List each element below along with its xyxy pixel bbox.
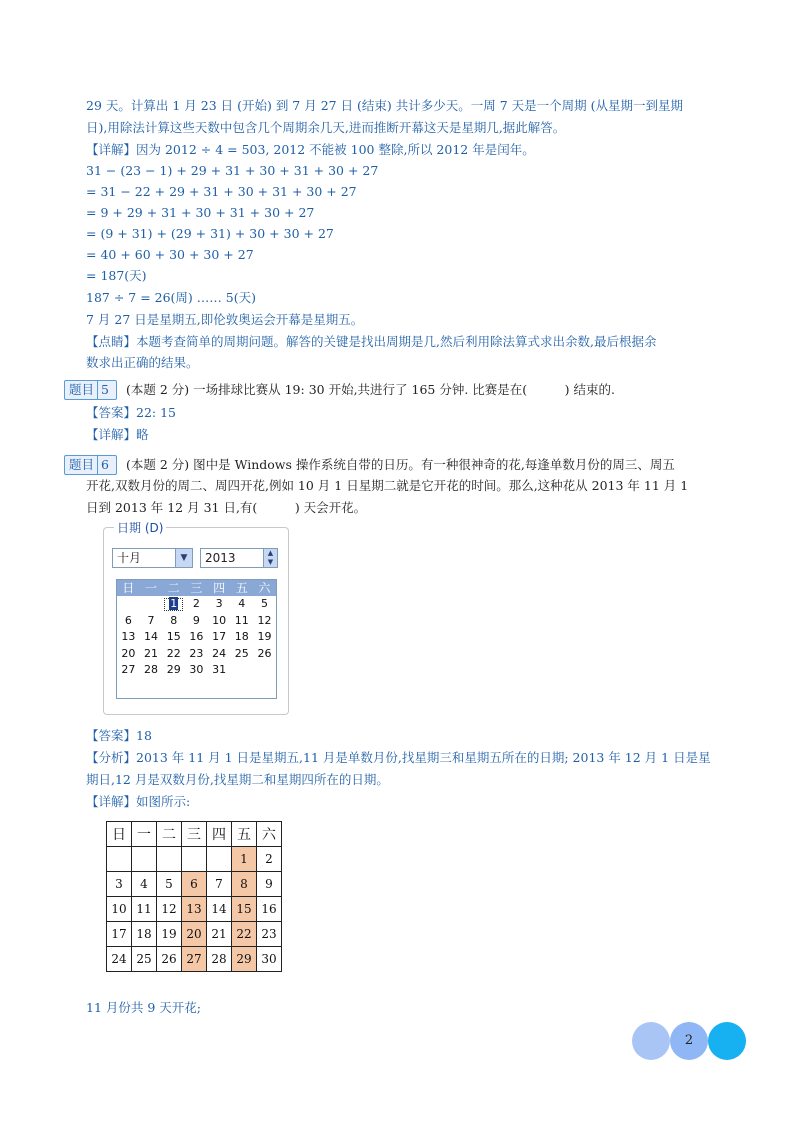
table-cell: 4 [132, 872, 157, 897]
weekday-header [117, 580, 276, 596]
table-cell: 11 [132, 897, 157, 922]
weekday-label: 六 [258, 581, 271, 595]
table-cell: 19 [157, 922, 182, 947]
calendar-day: 5 [260, 597, 268, 610]
calendar-week-row [117, 662, 276, 679]
table-cell: 24 [107, 947, 132, 972]
question-6-text-line-1: (本题 2 分) 图中是 Windows 操作系统自带的日历。有一种很神奇的花,每逢单数月份的周三、周五 [126, 457, 675, 472]
column-header: 一 [132, 822, 157, 847]
table-cell: 12 [157, 897, 182, 922]
calendar-day: 12 [257, 613, 272, 627]
page-circle-left [632, 1022, 670, 1060]
calendar-day [162, 596, 185, 613]
table-cell [182, 847, 207, 872]
question-5-detail: 【详解】略 [86, 427, 149, 442]
month-select [112, 548, 193, 568]
calendar-day: 10 [212, 613, 227, 627]
q4-line-13: 数求出正确的结果。 [86, 355, 199, 370]
question-badge-label: 题目 [69, 382, 95, 397]
table-cell [207, 847, 232, 872]
calendar-day: 28 [144, 663, 159, 676]
q4-line-2: 日),用除法计算这些天数中包含几个周期余几天,进而推断开幕这天是星期几,据此解答。 [86, 120, 566, 135]
q4-line-5: = 31 − 22 + 29 + 31 + 30 + 31 + 30 + 27 [86, 184, 357, 199]
calendar-day: 23 [189, 646, 204, 660]
question-5-text: (本题 2 分) 一场排球比赛从 19: 30 开始,共进行了 165 分钟. 比赛是在( ) 结束的. [126, 382, 615, 397]
calendar-day: 8 [170, 613, 178, 627]
table-header-row [107, 822, 282, 847]
column-header: 六 [257, 822, 282, 847]
calendar-day: 25 [234, 646, 249, 660]
november-summary: 11 月份共 9 天开花; [86, 1000, 201, 1015]
calendar-day [117, 596, 140, 613]
calendar-day: 19 [257, 630, 272, 643]
table-cell: 3 [107, 872, 132, 897]
date-group-legend: 日期 (D) [114, 519, 166, 536]
table-cell: 23 [257, 922, 282, 947]
table-cell: 21 [207, 922, 232, 947]
question-badge-number: 6 [97, 456, 112, 474]
question-badge-number: 5 [97, 381, 112, 399]
weekday-label: 五 [235, 581, 248, 595]
table-cell: 30 [257, 947, 282, 972]
calendar-day: 13 [121, 630, 136, 643]
table-row [107, 897, 282, 922]
table-cell: 13 [182, 897, 207, 922]
calendar-week-row [117, 613, 276, 630]
calendar-day: 20 [121, 646, 136, 660]
calendar-day [253, 662, 276, 679]
table-cell: 29 [232, 947, 257, 972]
table-cell [157, 847, 182, 872]
table-row [107, 947, 282, 972]
calendar-day: 27 [121, 663, 136, 676]
calendar-week-row [117, 646, 276, 663]
calendar-day: 24 [212, 646, 227, 660]
table-row [107, 847, 282, 872]
calendar-day [140, 596, 163, 613]
page-number-badge [632, 1021, 752, 1061]
table-cell: 1 [232, 847, 257, 872]
q4-line-6: = 9 + 29 + 31 + 30 + 31 + 30 + 27 [86, 205, 315, 220]
weekday-label: 二 [167, 581, 180, 595]
question-6-analysis-line-1: 【分析】2013 年 11 月 1 日是星期五,11 月是单数月份,找星期三和星期五所在的日期; 2013 年 12 月 1 日是星 [86, 750, 711, 765]
question-6-detail: 【详解】如图所示: [86, 794, 191, 809]
q4-line-7: = (9 + 31) + (29 + 31) + 30 + 30 + 27 [86, 226, 334, 241]
question-6-answer: 【答案】18 [86, 728, 152, 743]
calendar-day: 14 [144, 630, 159, 643]
q4-line-10: 187 ÷ 7 = 26(周) …… 5(天) [86, 290, 256, 305]
calendar-day: 31 [212, 663, 227, 676]
q4-line-8: = 40 + 60 + 30 + 30 + 27 [86, 247, 254, 262]
table-body [107, 847, 282, 972]
table-cell: 25 [132, 947, 157, 972]
year-spinner-value: 2013 [205, 551, 236, 565]
q4-line-9: = 187(天) [86, 268, 147, 283]
table-cell: 18 [132, 922, 157, 947]
table-cell: 26 [157, 947, 182, 972]
weekday-label: 一 [145, 581, 158, 595]
spinner-arrows-icon: ▲ ▼ [263, 549, 277, 567]
column-header: 四 [207, 822, 232, 847]
question-6-text-line-2: 开花,双数月份的周二、周四开花,例如 10 月 1 日星期二就是它开花的时间。那么,这种花从 2013 年 11 月 1 [86, 478, 689, 493]
calendar-day: 2 [192, 597, 200, 610]
calendar-day: 26 [257, 646, 272, 660]
table-cell: 27 [182, 947, 207, 972]
question-badge-label: 题目 [69, 457, 95, 472]
table-cell: 20 [182, 922, 207, 947]
table-cell: 22 [232, 922, 257, 947]
column-header: 三 [182, 822, 207, 847]
calendar-day: 18 [234, 630, 249, 643]
table-cell: 10 [107, 897, 132, 922]
calendar-day: 4 [238, 597, 246, 610]
table-cell: 14 [207, 897, 232, 922]
chevron-down-icon: ▼ [175, 549, 192, 567]
weekday-label: 日 [122, 581, 135, 595]
question-6-text-line-3: 日到 2013 年 12 月 31 日,有( ) 天会开花。 [86, 500, 367, 515]
table-row [107, 872, 282, 897]
table-cell: 2 [257, 847, 282, 872]
selected-day: 1 [170, 597, 178, 610]
table-cell: 6 [182, 872, 207, 897]
page-number: 2 [670, 1022, 708, 1060]
table-cell: 17 [107, 922, 132, 947]
table-cell: 5 [157, 872, 182, 897]
calendar-day: 15 [166, 630, 181, 643]
table-cell: 7 [207, 872, 232, 897]
q4-line-12: 【点睛】本题考查简单的周期问题。解答的关键是找出周期是几,然后利用除法算式求出余数,最后根据余 [86, 334, 657, 349]
calendar-day: 30 [189, 663, 204, 676]
calendar-day: 22 [166, 646, 181, 660]
q4-line-11: 7 月 27 日是星期五,即伦敦奥运会开幕是星期五。 [86, 312, 364, 327]
question-6-analysis-line-2: 期日,12 月是双数月份,找星期二和星期四所在的日期。 [86, 772, 389, 787]
page-circle-right [708, 1022, 746, 1060]
table-cell: 16 [257, 897, 282, 922]
calendar-day [230, 662, 253, 679]
column-header: 日 [107, 822, 132, 847]
calendar-weeks [117, 596, 276, 679]
table-row [107, 922, 282, 947]
question-badge [64, 380, 117, 400]
q4-line-4: 31 − (23 − 1) + 29 + 31 + 30 + 31 + 30 + 27 [86, 163, 379, 178]
calendar-day: 7 [147, 613, 155, 627]
calendar-day: 21 [144, 646, 159, 660]
table-cell: 8 [232, 872, 257, 897]
month-calendar-grid [116, 579, 277, 699]
calendar-week-row [117, 596, 276, 613]
calendar-day: 3 [215, 597, 223, 610]
q4-line-1: 29 天。计算出 1 月 23 日 (开始) 到 7 月 27 日 (结束) 共计多少天。一周 7 天是一个周期 (从星期一到星期 [86, 98, 684, 113]
column-header: 二 [157, 822, 182, 847]
calendar-day: 29 [166, 663, 181, 676]
calendar-day: 17 [212, 630, 227, 643]
year-spinner [200, 548, 278, 568]
november-calendar-table [106, 821, 282, 972]
month-select-value: 十月 [117, 551, 142, 565]
q4-line-3: 【详解】因为 2012 ÷ 4 = 503, 2012 不能被 100 整除,所以 2012 年是闰年。 [86, 142, 535, 157]
calendar-day: 6 [124, 613, 132, 627]
windows-date-widget [103, 521, 289, 715]
table-cell [107, 847, 132, 872]
calendar-day: 11 [234, 613, 249, 627]
table-cell: 15 [232, 897, 257, 922]
weekday-label: 四 [213, 581, 226, 595]
question-badge [64, 455, 117, 475]
table-cell [132, 847, 157, 872]
calendar-day: 16 [189, 630, 204, 643]
table-cell: 28 [207, 947, 232, 972]
calendar-week-row [117, 629, 276, 646]
weekday-label: 三 [190, 581, 203, 595]
column-header: 五 [232, 822, 257, 847]
calendar-day: 9 [192, 613, 200, 627]
table-cell: 9 [257, 872, 282, 897]
question-5-answer: 【答案】22: 15 [86, 405, 176, 420]
